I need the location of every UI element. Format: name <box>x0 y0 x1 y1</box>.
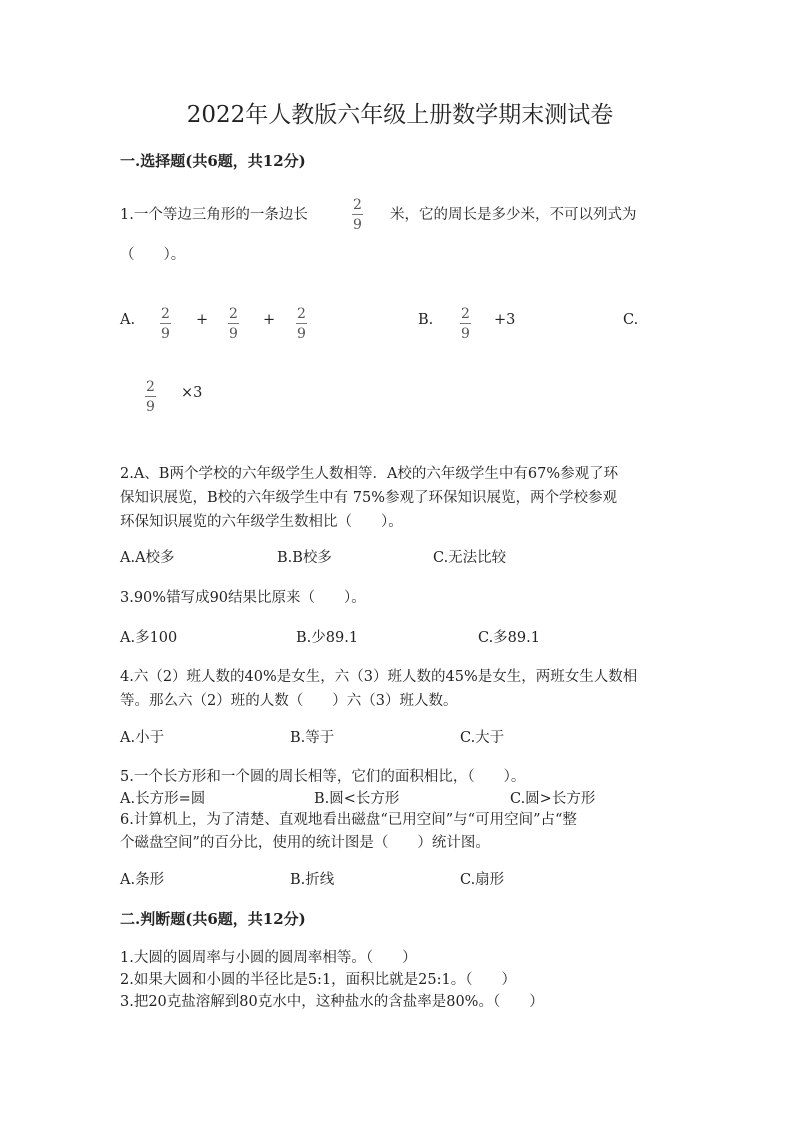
fraction <box>296 307 307 341</box>
option-c: C.无法比较 <box>433 550 507 566</box>
option-c: C.多89.1 <box>478 630 540 646</box>
fraction-denominator: 9 <box>461 326 470 342</box>
option-b-tail: +3 <box>494 312 516 328</box>
fraction-denominator: 9 <box>297 326 306 342</box>
page-title: 2022年人教版六年级上册数学期末测试卷 <box>186 102 614 128</box>
fraction-numerator: 2 <box>229 306 238 322</box>
option-a: A.A校多 <box>120 550 175 566</box>
option-a-label: A. <box>120 312 136 328</box>
question-4-text: 4.六（2）班人数的40%是女生，六（3）班人数的45%是女生，两班女生人数相 <box>120 669 638 685</box>
fraction-numerator: 2 <box>146 379 155 395</box>
question-2-text: 保知识展览，B校的六年级学生中有 75%参观了环保知识展览，两个学校参观 <box>120 490 617 506</box>
question-4-text: 等。那么六（2）班的人数（ ）六（3）班人数。 <box>120 693 458 709</box>
fraction-numerator: 2 <box>297 306 306 322</box>
answer-blank: （ ）。 <box>120 247 186 263</box>
question-1-text: 米，它的周长是多少米，不可以列式为 <box>390 207 637 223</box>
option-b-label: B. <box>418 312 434 328</box>
judgment-item: 1.大圆的圆周率与小圆的圆周率相等。（ ） <box>120 950 417 966</box>
option-c-tail: ×3 <box>181 385 203 401</box>
fraction <box>460 307 471 341</box>
question-6-text: 个磁盘空间”的百分比，使用的统计图是（ ）统计图。 <box>120 835 490 851</box>
fraction <box>228 307 239 341</box>
option-a: A.条形 <box>120 872 165 888</box>
fraction-denominator: 9 <box>161 326 170 342</box>
fraction <box>160 307 171 341</box>
question-2-text: 2.A、B两个学校的六年级学生人数相等．A校的六年级学生中有67%参观了环 <box>120 466 619 482</box>
plus-sign: + <box>196 312 209 328</box>
option-b: B.等于 <box>290 730 335 746</box>
option-c: C.大于 <box>460 730 505 746</box>
option-a: A.小于 <box>120 730 165 746</box>
option-b: B.圆<长方形 <box>314 791 400 807</box>
fraction-numerator: 2 <box>161 306 170 322</box>
section-heading: 一.选择题(共6题，共12分) <box>120 152 306 170</box>
judgment-item: 2.如果大圆和小圆的半径比是5:1，面积比就是25:1。（ ） <box>120 972 516 988</box>
option-b: B.少89.1 <box>296 630 359 646</box>
fraction <box>145 380 156 414</box>
option-b: B.折线 <box>290 872 335 888</box>
option-c-label: C. <box>623 312 639 328</box>
fraction <box>352 198 363 232</box>
question-5-text: 5.一个长方形和一个圆的周长相等，它们的面积相比，（ ）。 <box>120 769 526 785</box>
question-3-text: 3.90%错写成90结果比原来（ ）。 <box>120 590 366 606</box>
question-6-text: 6.计算机上，为了清楚、直观地看出磁盘“已用空间”与“可用空间”占“整 <box>120 812 577 828</box>
fraction-denominator: 9 <box>353 217 362 233</box>
fraction-denominator: 9 <box>229 326 238 342</box>
section-heading: 二.判断题(共6题，共12分) <box>120 910 306 928</box>
fraction-numerator: 2 <box>461 306 470 322</box>
option-c: C.圆>长方形 <box>510 791 596 807</box>
question-1-text: 1.一个等边三角形的一条边长 <box>120 207 308 223</box>
option-b: B.B校多 <box>277 550 332 566</box>
judgment-item: 3.把20克盐溶解到80克水中，这种盐水的含盐率是80%。（ ） <box>120 994 544 1010</box>
option-a: A.长方形=圆 <box>120 791 206 807</box>
fraction-numerator: 2 <box>353 197 362 213</box>
question-2-text: 环保知识展览的六年级学生数相比（ ）。 <box>120 514 403 530</box>
option-c: C.扇形 <box>460 872 505 888</box>
fraction-denominator: 9 <box>146 399 155 415</box>
plus-sign: + <box>263 312 276 328</box>
option-a: A.多100 <box>120 630 178 646</box>
